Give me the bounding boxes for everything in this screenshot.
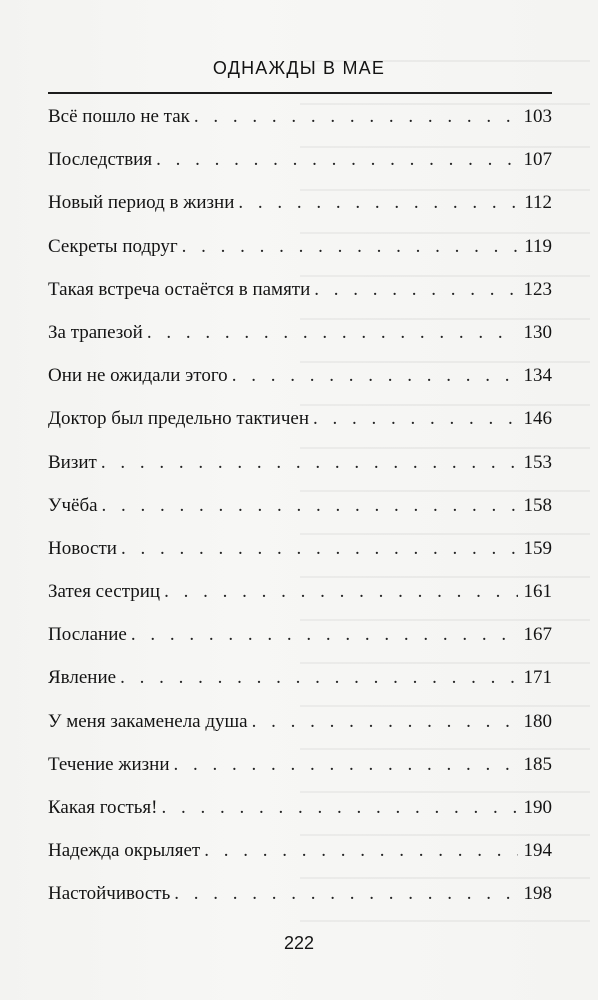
toc-entry-title: Какая гостья! [48, 797, 158, 818]
dot-leader [313, 397, 518, 440]
dot-leader [174, 743, 519, 786]
dot-leader [161, 786, 518, 829]
dot-leader [102, 484, 518, 527]
toc-entry-title: Явление [48, 667, 117, 689]
running-header: ОДНАЖДЫ В МАЕ [212, 58, 386, 78]
dot-leader [120, 656, 518, 699]
toc-entry-page: 119 [524, 235, 552, 257]
toc-entry-page: 171 [523, 667, 552, 689]
toc-entry [48, 225, 552, 268]
toc-entry [48, 95, 552, 138]
toc-entry-page: 185 [523, 753, 552, 775]
toc-entry [48, 441, 552, 484]
table-of-contents [48, 95, 552, 916]
toc-entry [48, 743, 552, 786]
dot-leader [252, 700, 518, 743]
toc-entry-page: 190 [523, 797, 552, 818]
page-number: 222 [283, 933, 315, 953]
toc-entry-title: За трапезой [48, 321, 143, 343]
toc-entry-title: Затея сестриц [48, 581, 161, 603]
toc-entry-page: 146 [523, 408, 552, 430]
toc-entry-title: Секреты подруг [48, 235, 178, 257]
toc-entry-page: 180 [523, 710, 552, 732]
toc-entry-title: Они не ожидали этого [48, 365, 228, 387]
dot-leader [314, 268, 518, 311]
toc-entry-title: Новый период в жизни [48, 192, 235, 214]
toc-entry-page: 167 [523, 624, 552, 646]
dot-leader [156, 138, 518, 181]
dot-leader [204, 829, 518, 872]
toc-entry [48, 268, 552, 311]
dot-leader [164, 570, 518, 613]
toc-entry [48, 700, 552, 743]
toc-entry-page: 153 [523, 451, 552, 473]
toc-entry-title: Настойчивость [48, 883, 171, 905]
toc-entry-title: У меня закаменела душа [48, 710, 248, 732]
toc-entry [48, 786, 552, 829]
toc-entry-page: 158 [523, 494, 552, 516]
toc-entry-page: 103 [523, 106, 552, 127]
toc-entry [48, 829, 552, 872]
dot-leader [238, 181, 518, 224]
toc-entry-title: Такая встреча остаётся в памяти [48, 278, 311, 300]
toc-entry-title: Послание [48, 624, 127, 646]
toc-entry-page: 123 [523, 278, 552, 300]
dot-leader [182, 225, 518, 268]
header-rule [48, 92, 552, 94]
toc-entry-page: 134 [523, 365, 552, 387]
toc-entry-title: Новости [48, 537, 117, 559]
toc-entry-page: 107 [523, 149, 552, 171]
dot-leader [194, 95, 518, 138]
toc-entry [48, 397, 552, 440]
toc-entry-page: 130 [523, 321, 552, 343]
dot-leader [101, 441, 518, 484]
toc-entry-title: Всё пошло не так [48, 106, 190, 127]
dot-leader [232, 354, 518, 397]
toc-entry [48, 527, 552, 570]
toc-entry-title: Надежда окрыляет [48, 840, 201, 862]
toc-entry-title: Течение жизни [48, 753, 170, 775]
dot-leader [147, 311, 518, 354]
toc-entry [48, 354, 552, 397]
dot-leader [174, 872, 518, 915]
dot-leader [131, 613, 518, 656]
toc-entry-page: 198 [523, 883, 552, 905]
toc-entry-title: Визит [48, 451, 97, 473]
toc-entry-title: Последствия [48, 149, 153, 171]
toc-entry-title: Доктор был предельно тактичен [48, 408, 309, 430]
toc-entry-page: 159 [523, 537, 552, 559]
toc-entry-title: Учёба [48, 494, 98, 516]
toc-entry [48, 311, 552, 354]
toc-entry [48, 181, 552, 224]
toc-entry [48, 656, 552, 699]
toc-entry [48, 613, 552, 656]
toc-entry-page: 161 [523, 581, 552, 603]
toc-entry [48, 484, 552, 527]
dot-leader [121, 527, 518, 570]
toc-entry [48, 570, 552, 613]
toc-entry-page: 112 [524, 192, 552, 214]
toc-entry [48, 138, 552, 181]
toc-entry-page: 194 [523, 840, 552, 862]
toc-entry [48, 872, 552, 915]
